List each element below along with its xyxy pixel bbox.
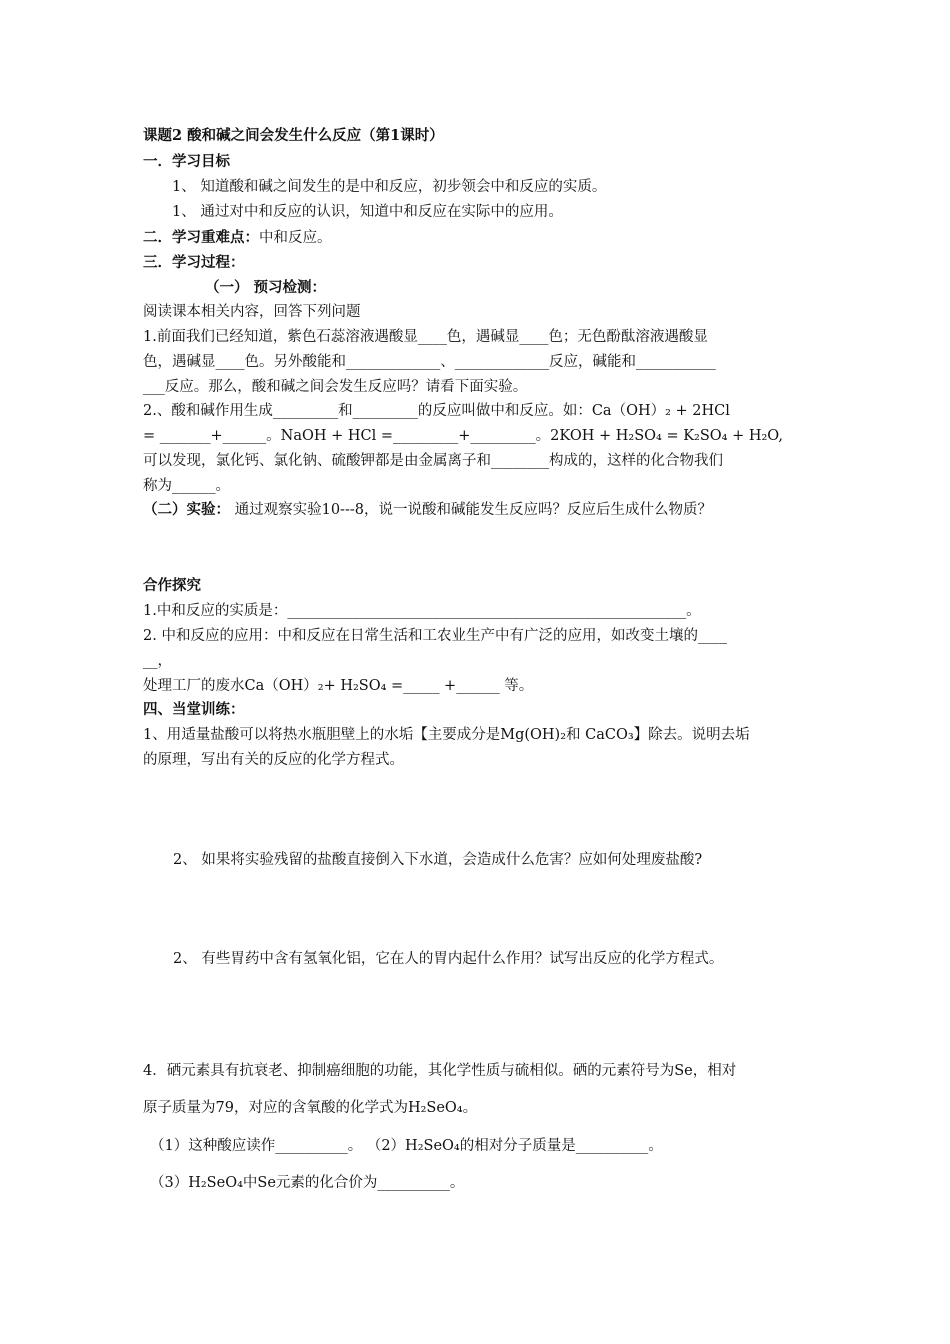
training-item: 1、用适量盐酸可以将热水瓶胆壁上的水垢【主要成分是Mg(OH)₂和 CaCO₃】除去。说明去垢 xyxy=(143,727,750,743)
coop-heading: 合作探究 xyxy=(143,577,201,594)
key-points-text: 中和反应。 xyxy=(259,230,332,246)
experiment-text: 通过观察实验10---8，说一说酸和碱能发生反应吗？反应后生成什么物质？ xyxy=(230,502,712,518)
preview-heading: （一） 预习检测： xyxy=(205,279,327,296)
question-line: ___反应。那么，酸和碱之间会发生反应吗？请看下面实验。 xyxy=(143,379,528,395)
training-item: 的原理，写出有关的反应的化学方程式。 xyxy=(143,752,404,768)
coop-item: 2. 中和反应的应用：中和反应在日常生活和工农业生产中有广泛的应用，如改变土壤的____ xyxy=(143,628,727,644)
objective-item: 1、 通过对中和反应的认识，知道中和反应在实际中的应用。 xyxy=(172,204,563,220)
coop-item: 处理工厂的废水Ca（OH）₂+ H₂SO₄ =_____ +______ 等。 xyxy=(143,678,534,694)
experiment-line xyxy=(143,500,712,520)
key-points-label: 二．学习重难点： xyxy=(143,229,259,246)
experiment-label: （二）实验： xyxy=(143,501,230,518)
preview-intro: 阅读课本相关内容，回答下列问题 xyxy=(143,304,361,320)
training-heading: 四、当堂训练： xyxy=(143,701,245,718)
question-line: 可以发现，氯化钙、氯化钠、硫酸钾都是由金属离子和________构成的，这样的化合物我们 xyxy=(143,453,723,469)
process-heading: 三．学习过程： xyxy=(143,254,245,271)
page-title: 课题2 酸和碱之间会发生什么反应（第1课时） xyxy=(143,127,444,144)
question-line: 称为______。 xyxy=(143,478,230,494)
training-item: （1）这种酸应读作__________。 （2）H₂SeO₄的相对分子质量是__________。 xyxy=(150,1138,663,1154)
objective-item: 1、 知道酸和碱之间发生的是中和反应，初步领会中和反应的实质。 xyxy=(172,179,607,195)
question-line: 2.、酸和碱作用生成_________和_________的反应叫做中和反应。如：Ca（OH）₂ + 2HCl xyxy=(143,403,730,419)
training-item: 4．硒元素具有抗衰老、抑制癌细胞的功能，其化学性质与硫相似。硒的元素符号为Se，相对 xyxy=(143,1063,737,1079)
question-line: = _______+______。NaOH + HCl =_________+_________。2KOH + H₂SO₄ = K₂SO₄ + H₂O, xyxy=(143,428,783,444)
coop-item: __， xyxy=(143,653,172,669)
training-item: 2、 如果将实验残留的盐酸直接倒入下水道，会造成什么危害？应如何处理废盐酸? xyxy=(173,852,703,868)
training-item: 2、 有些胃药中含有氢氧化铝，它在人的胃内起什么作用？试写出反应的化学方程式。 xyxy=(173,951,724,967)
question-line: 1.前面我们已经知道，紫色石蕊溶液遇酸显____色，遇碱显____色；无色酚酞溶液遇酸显 xyxy=(143,329,708,345)
key-points-line xyxy=(143,228,332,248)
objectives-heading: 一．学习目标 xyxy=(143,153,230,170)
training-item: （3）H₂SeO₄中Se元素的化合价为__________。 xyxy=(150,1175,465,1191)
question-line: 色，遇碱显____色。另外酸能和_____________、_____________反应，碱能和___________ xyxy=(143,354,716,370)
training-item: 原子质量为79，对应的含氧酸的化学式为H₂SeO₄。 xyxy=(143,1100,478,1116)
coop-item: 1.中和反应的实质是：_______________________________________________________。 xyxy=(143,603,701,619)
